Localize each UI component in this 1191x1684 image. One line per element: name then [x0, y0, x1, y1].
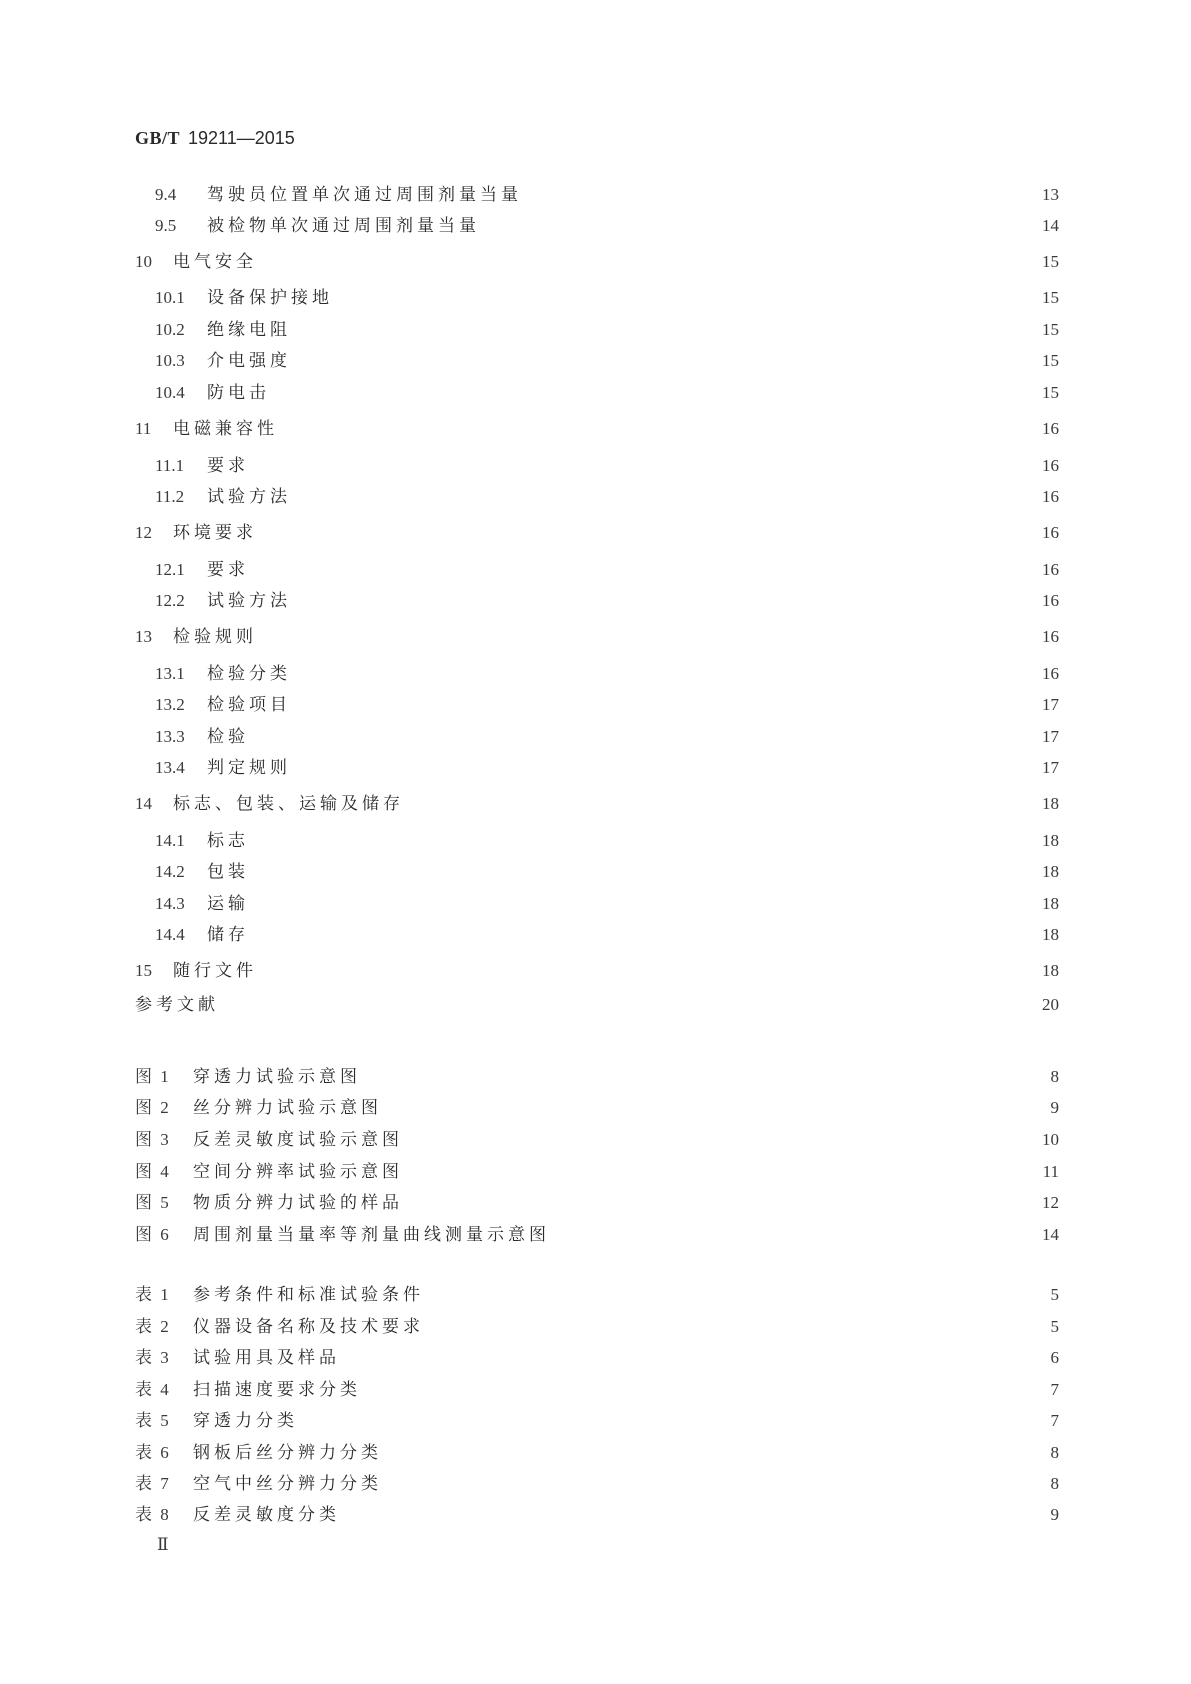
toc-entry[interactable] [155, 860, 1059, 884]
entry-page-number: 16 [1042, 591, 1059, 610]
dot-leader [409, 1191, 1027, 1215]
entry-number: 13.3 [155, 727, 185, 746]
toc-entry[interactable] [155, 454, 1059, 478]
toc-entry[interactable] [135, 417, 1059, 441]
standard-prefix: GB/T [135, 128, 181, 148]
entry-number: 表 3 [135, 1348, 171, 1367]
table-list-entry[interactable] [135, 1315, 1059, 1339]
entry-number: 13 [135, 627, 152, 646]
entry-number: 14.2 [155, 862, 185, 881]
dot-leader [297, 485, 1027, 509]
figure-list-entry[interactable] [135, 1160, 1059, 1184]
entry-title: 防电击 [207, 383, 270, 403]
figure-list-entry[interactable] [135, 1096, 1059, 1120]
entry-title: 试验用具及样品 [193, 1348, 340, 1368]
dot-leader [225, 993, 1027, 1017]
toc-entry[interactable] [155, 558, 1059, 582]
dot-leader [263, 521, 1027, 545]
standard-number: 19211—2015 [188, 128, 295, 148]
dot-leader [339, 286, 1027, 310]
entry-title: 标志 [207, 831, 249, 851]
dot-leader [263, 959, 1027, 983]
entry-number: 12 [135, 523, 152, 542]
entry-page-number: 17 [1042, 695, 1059, 714]
entry-page-number: 11 [1042, 1162, 1059, 1181]
entry-number: 表 7 [135, 1474, 171, 1493]
figure-list-entry[interactable] [135, 1223, 1059, 1247]
entry-title: 绝缘电阻 [207, 320, 291, 340]
entry-number: 图 4 [135, 1162, 171, 1181]
figure-list-entry[interactable] [135, 1191, 1059, 1215]
entry-page-number: 15 [1042, 351, 1059, 370]
table-list-entry[interactable] [135, 1472, 1059, 1496]
toc-entry[interactable] [155, 725, 1059, 749]
toc-entry[interactable] [135, 250, 1059, 274]
dot-leader [388, 1441, 1027, 1465]
dot-leader [486, 214, 1027, 238]
toc-entry[interactable] [155, 318, 1059, 342]
entry-title: 储存 [207, 925, 249, 945]
toc-entry[interactable] [155, 756, 1059, 780]
entry-page-number: 12 [1042, 1193, 1059, 1212]
entry-number: 12.1 [155, 560, 185, 579]
toc-entry[interactable] [155, 286, 1059, 310]
entry-title: 穿透力分类 [193, 1411, 298, 1431]
entry-page-number: 17 [1042, 758, 1059, 777]
table-list-entry[interactable] [135, 1503, 1059, 1527]
entry-page-number: 5 [1050, 1317, 1059, 1336]
dot-leader [255, 725, 1027, 749]
entry-number: 13.1 [155, 664, 185, 683]
table-list-entry[interactable] [135, 1441, 1059, 1465]
entry-page-number: 16 [1042, 664, 1059, 683]
entry-number: 表 4 [135, 1380, 171, 1399]
entry-page-number: 6 [1050, 1348, 1059, 1367]
entry-title: 介电强度 [207, 351, 291, 371]
dot-leader [304, 1409, 1027, 1433]
entry-page-number: 16 [1042, 560, 1059, 579]
entry-page-number: 18 [1042, 894, 1059, 913]
entry-page-number: 16 [1042, 487, 1059, 506]
dot-leader [255, 923, 1027, 947]
toc-entry[interactable] [155, 892, 1059, 916]
entry-title: 参考条件和标准试验条件 [193, 1285, 424, 1305]
entry-title: 穿透力试验示意图 [193, 1067, 361, 1087]
entry-page-number: 14 [1042, 216, 1059, 235]
toc-entry[interactable] [155, 485, 1059, 509]
entry-page-number: 8 [1050, 1067, 1059, 1086]
toc-entry[interactable] [135, 521, 1059, 545]
entry-number: 10.2 [155, 320, 185, 339]
entry-title: 空间分辨率试验示意图 [193, 1162, 403, 1182]
entry-title: 检验项目 [207, 695, 291, 715]
toc-entry[interactable] [155, 589, 1059, 613]
dot-leader [297, 318, 1027, 342]
entry-page-number: 16 [1042, 419, 1059, 438]
entry-title: 检验 [207, 727, 249, 747]
dot-leader [297, 662, 1027, 686]
toc-entry[interactable] [155, 662, 1059, 686]
dot-leader [255, 558, 1027, 582]
entry-number: 11 [135, 419, 152, 438]
toc-entry[interactable] [135, 959, 1059, 983]
dot-leader [388, 1096, 1027, 1120]
entry-number: 图 6 [135, 1225, 171, 1244]
entry-page-number: 8 [1050, 1474, 1059, 1493]
entry-title: 扫描速度要求分类 [193, 1380, 361, 1400]
page-number: Ⅱ [157, 1535, 169, 1555]
toc-entry[interactable] [155, 693, 1059, 717]
entry-title: 电磁兼容性 [173, 419, 278, 439]
entry-page-number: 18 [1042, 925, 1059, 944]
entry-page-number: 18 [1042, 831, 1059, 850]
entry-number: 表 6 [135, 1443, 171, 1462]
entry-number: 10 [135, 252, 152, 271]
dot-leader [528, 183, 1027, 207]
figure-list-entry[interactable] [135, 1128, 1059, 1152]
toc-entry[interactable] [155, 183, 1059, 207]
entry-title: 物质分辨力试验的样品 [193, 1193, 403, 1213]
entry-title: 驾驶员位置单次通过周围剂量当量 [207, 185, 522, 205]
entry-page-number: 13 [1042, 185, 1059, 204]
entry-page-number: 14 [1042, 1225, 1059, 1244]
dot-leader [284, 417, 1027, 441]
entry-number: 图 1 [135, 1067, 171, 1086]
entry-number: 15 [135, 961, 152, 980]
entry-number: 14.4 [155, 925, 185, 944]
dot-leader [367, 1378, 1027, 1402]
entry-title: 环境要求 [173, 523, 257, 543]
entry-page-number: 17 [1042, 727, 1059, 746]
entry-page-number: 15 [1042, 383, 1059, 402]
entry-title: 反差灵敏度试验示意图 [193, 1130, 403, 1150]
entry-number: 13.2 [155, 695, 185, 714]
dot-leader [297, 693, 1027, 717]
entry-page-number: 15 [1042, 288, 1059, 307]
entry-title: 被检物单次通过周围剂量当量 [207, 216, 480, 236]
entry-title: 试验方法 [207, 487, 291, 507]
table-list-entry[interactable] [135, 1346, 1059, 1370]
entry-page-number: 16 [1042, 523, 1059, 542]
entry-page-number: 16 [1042, 456, 1059, 475]
dot-leader [367, 1065, 1027, 1089]
toc-entry[interactable] [135, 792, 1059, 816]
entry-number: 11.1 [155, 456, 185, 475]
entry-title: 丝分辨力试验示意图 [193, 1098, 382, 1118]
dot-leader [255, 829, 1027, 853]
dot-leader [276, 381, 1027, 405]
dot-leader [409, 1160, 1027, 1184]
entry-title: 检验规则 [173, 627, 257, 647]
entry-title: 电气安全 [173, 252, 257, 272]
toc-entry[interactable] [155, 349, 1059, 373]
entry-number: 12.2 [155, 591, 185, 610]
dot-leader [410, 792, 1027, 816]
dot-leader [263, 250, 1027, 274]
dot-leader [263, 625, 1027, 649]
entry-number: 14.1 [155, 831, 185, 850]
entry-title: 判定规则 [207, 758, 291, 778]
dot-leader [255, 860, 1027, 884]
entry-page-number: 9 [1050, 1505, 1059, 1524]
entry-title: 要求 [207, 560, 249, 580]
entry-page-number: 8 [1050, 1443, 1059, 1462]
entry-title: 试验方法 [207, 591, 291, 611]
dot-leader [255, 892, 1027, 916]
entry-number: 10.4 [155, 383, 185, 402]
entry-title: 参考文献 [135, 995, 219, 1015]
entry-title: 反差灵敏度分类 [193, 1505, 340, 1525]
entry-page-number: 7 [1050, 1411, 1059, 1430]
entry-page-number: 5 [1050, 1285, 1059, 1304]
table-list-entry[interactable] [135, 1378, 1059, 1402]
entry-page-number: 9 [1050, 1098, 1059, 1117]
dot-leader [346, 1503, 1027, 1527]
entry-number: 11.2 [155, 487, 185, 506]
entry-page-number: 18 [1042, 961, 1059, 980]
entry-number: 13.4 [155, 758, 185, 777]
dot-leader [346, 1346, 1027, 1370]
dot-leader [297, 756, 1027, 780]
entry-page-number: 16 [1042, 627, 1059, 646]
dot-leader [409, 1128, 1027, 1152]
entry-number: 表 1 [135, 1285, 171, 1304]
entry-number: 图 5 [135, 1193, 171, 1212]
dot-leader [255, 454, 1027, 478]
entry-page-number: 18 [1042, 862, 1059, 881]
page-header [135, 126, 295, 151]
entry-number: 14 [135, 794, 152, 813]
entry-title: 仪器设备名称及技术要求 [193, 1317, 424, 1337]
entry-page-number: 10 [1042, 1130, 1059, 1149]
toc-entry[interactable] [155, 829, 1059, 853]
entry-number: 9.5 [155, 216, 177, 235]
entry-title: 要求 [207, 456, 249, 476]
dot-leader [388, 1472, 1027, 1496]
dot-leader [556, 1223, 1027, 1247]
dot-leader [430, 1283, 1027, 1307]
entry-page-number: 15 [1042, 252, 1059, 271]
entry-number: 14.3 [155, 894, 185, 913]
toc-entry[interactable] [155, 214, 1059, 238]
entry-title: 钢板后丝分辨力分类 [193, 1443, 382, 1463]
toc-entry[interactable] [155, 381, 1059, 405]
toc-entry[interactable] [155, 923, 1059, 947]
dot-leader [430, 1315, 1027, 1339]
dot-leader [297, 349, 1027, 373]
entry-title: 随行文件 [173, 961, 257, 981]
entry-title: 运输 [207, 894, 249, 914]
entry-page-number: 20 [1042, 995, 1059, 1014]
entry-number: 9.4 [155, 185, 177, 204]
entry-number: 图 2 [135, 1098, 171, 1117]
entry-number: 表 5 [135, 1411, 171, 1430]
entry-number: 表 2 [135, 1317, 171, 1336]
dot-leader [297, 589, 1027, 613]
entry-number: 图 3 [135, 1130, 171, 1149]
entry-title: 空气中丝分辨力分类 [193, 1474, 382, 1494]
entry-number: 10.1 [155, 288, 185, 307]
entry-page-number: 15 [1042, 320, 1059, 339]
entry-title: 标志、包装、运输及储存 [173, 794, 404, 814]
toc-entry[interactable] [135, 993, 1059, 1017]
toc-entry[interactable] [135, 625, 1059, 649]
entry-title: 包装 [207, 862, 249, 882]
entry-title: 检验分类 [207, 664, 291, 684]
entry-number: 10.3 [155, 351, 185, 370]
entry-page-number: 18 [1042, 794, 1059, 813]
entry-number: 表 8 [135, 1505, 171, 1524]
figure-list-entry[interactable] [135, 1065, 1059, 1089]
entry-title: 设备保护接地 [207, 288, 333, 308]
table-list-entry[interactable] [135, 1283, 1059, 1307]
entry-title: 周围剂量当量率等剂量曲线测量示意图 [193, 1225, 550, 1245]
table-list-entry[interactable] [135, 1409, 1059, 1433]
entry-page-number: 7 [1050, 1380, 1059, 1399]
